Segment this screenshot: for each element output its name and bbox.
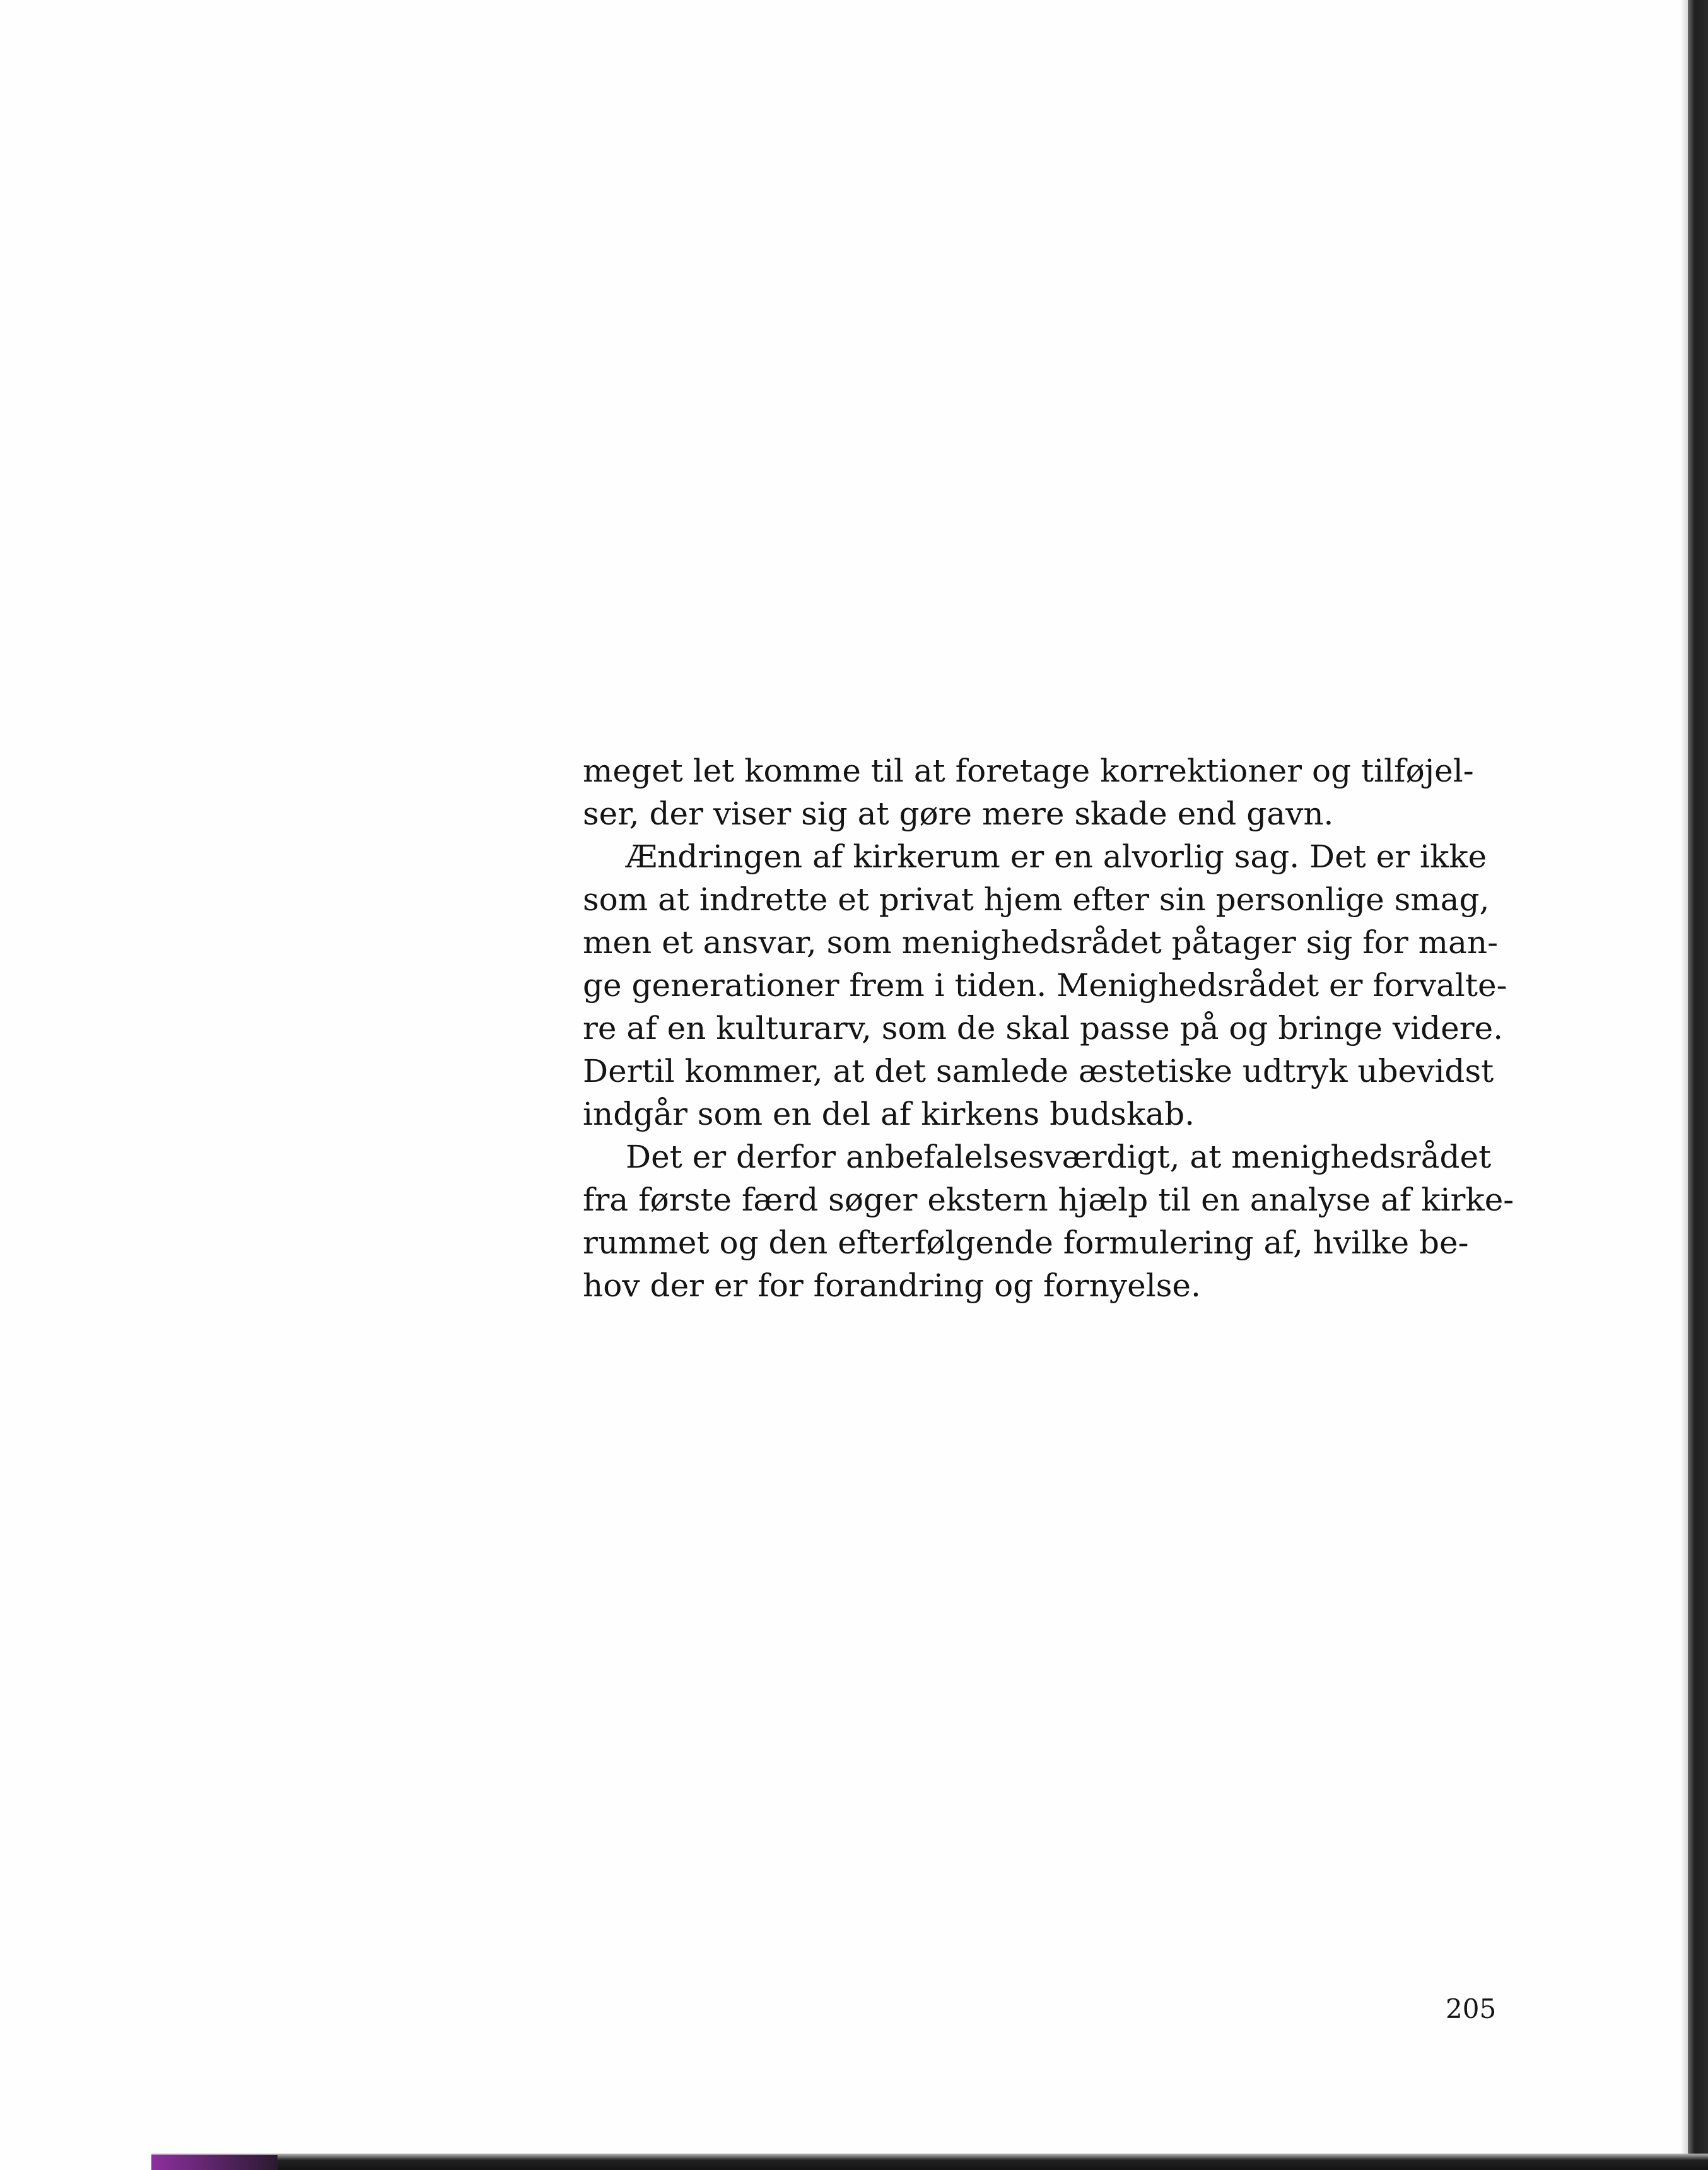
- text-line: meget let komme til at foretage korrektioner og tilføjel-: [583, 753, 1474, 789]
- text-line: Ændringen af kirkerum er en alvorlig sag. Det er ikke: [626, 838, 1487, 875]
- text-line: Det er derfor anbefalelsesværdigt, at menighedsrådet: [626, 1139, 1492, 1175]
- body-text: [583, 749, 1514, 1307]
- page-number: 205: [1446, 1993, 1497, 2024]
- text-line: som at indrette et privat hjem efter sin personlige smag,: [583, 881, 1490, 918]
- text-line: hov der er for forandring og fornyelse.: [583, 1267, 1201, 1304]
- text-line: indgår som en del af kirkens budskab.: [583, 1096, 1195, 1132]
- text-line: rummet og den efterfølgende formulering af, hvilke be-: [583, 1224, 1469, 1261]
- text-line: fra første færd søger ekstern hjælp til en analyse af kirke-: [583, 1182, 1514, 1218]
- text-line: ge generationer frem i tiden. Menighedsrådet er forvalte-: [583, 967, 1507, 1004]
- text-line: men et ansvar, som menighedsrådet påtager sig for man-: [583, 924, 1499, 961]
- text-line: ser, der viser sig at gøre mere skade end gavn.: [583, 795, 1334, 832]
- bottom-page-edge: [151, 2154, 1708, 2170]
- bottom-edge-color-artifact: [151, 2155, 278, 2170]
- text-line: Dertil kommer, at det samlede æstetiske udtryk ubevidst: [583, 1053, 1494, 1089]
- book-spine-edge: [1688, 0, 1708, 2170]
- page-edge-shadow: [1680, 0, 1688, 2170]
- text-line: re af en kulturarv, som de skal passe på og bringe videre.: [583, 1010, 1504, 1047]
